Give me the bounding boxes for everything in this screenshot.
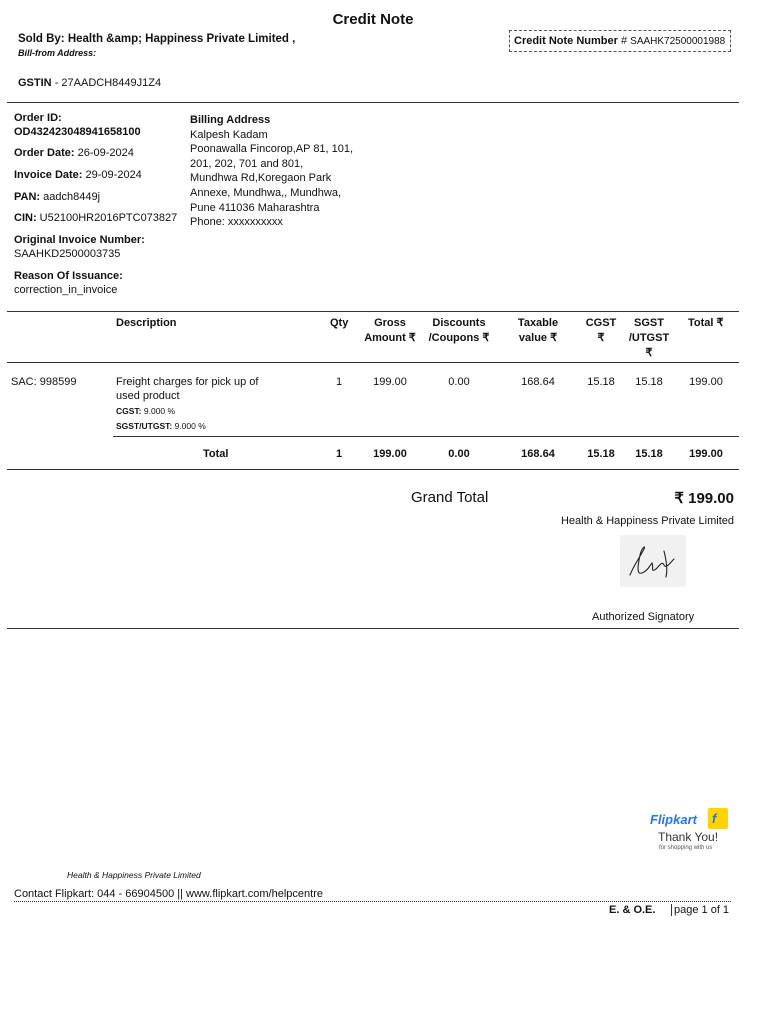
row-description-line: Freight charges for pick up of — [116, 376, 259, 388]
totals-total: 199.00 — [689, 448, 723, 460]
bill-from-label: Bill-from Address: — [18, 48, 97, 58]
row-description-line: used product — [116, 390, 180, 402]
credit-note-hash: # — [620, 35, 628, 47]
cin-value: U52100HR2016PTC073827 — [39, 212, 178, 224]
cin — [14, 211, 177, 225]
eoe-note: E. & O.E. — [609, 904, 656, 916]
totals-discount: 0.00 — [448, 448, 470, 460]
totals-sgst: 15.18 — [635, 448, 663, 460]
header-sgst-line: SGST — [634, 317, 664, 329]
row-gross: 199.00 — [373, 376, 407, 388]
order-id-value: OD432423048941658100 — [14, 126, 141, 138]
flipkart-bag-glyph: f — [712, 811, 717, 826]
invoice-date-value: 29-09-2024 — [85, 169, 142, 181]
order-date — [14, 146, 134, 160]
billing-label: Billing Address — [190, 114, 271, 126]
page-number: page 1 of 1 — [671, 904, 729, 916]
table-bottom-border — [7, 469, 739, 470]
table-header-border — [7, 362, 739, 363]
invoice-date-label: Invoice Date: — [14, 169, 83, 181]
header-divider — [7, 102, 739, 103]
row-taxable: 168.64 — [521, 376, 555, 388]
totals-qty: 1 — [335, 448, 343, 460]
header-cgst-line: ₹ — [597, 332, 605, 344]
billing-line: Pune 411036 Maharashtra — [190, 201, 320, 214]
credit-note-number-box — [509, 30, 731, 52]
signing-company: Health & Happiness Private Limited — [560, 515, 734, 527]
totals-cgst: 15.18 — [587, 448, 615, 460]
grand-total-value: ₹ 199.00 — [674, 490, 734, 507]
pan-value: aadch8449j — [43, 191, 101, 203]
header-gross — [360, 316, 420, 346]
invoice-date — [14, 168, 142, 182]
header-sgst — [624, 316, 674, 361]
row-sgst-rate — [116, 419, 316, 433]
page-title: Credit Note — [332, 11, 414, 28]
row-sgst: 15.18 — [635, 376, 663, 388]
reason-label: Reason Of Issuance: — [14, 270, 123, 282]
cin-label: CIN: — [14, 212, 37, 224]
totals-top-border — [113, 436, 739, 437]
row-cgst: 15.18 — [587, 376, 615, 388]
summary-divider — [7, 628, 739, 629]
header-sgst-line: /UTGST — [628, 332, 670, 344]
row-total: 199.00 — [689, 376, 723, 388]
header-description: Description — [116, 317, 177, 329]
billing-line: Poonawalla Fincorop,AP 81, 101, — [190, 143, 354, 156]
header-total: Total ₹ — [688, 317, 724, 329]
row-description — [116, 375, 316, 433]
flipkart-logo-text: Flipkart — [650, 812, 697, 827]
header-gross-line: Amount ₹ — [364, 332, 416, 344]
row-cgst-rate-label: CGST: — [116, 406, 142, 416]
order-date-label: Order Date: — [14, 147, 75, 159]
header-sgst-line: ₹ — [645, 347, 653, 359]
grand-total-label: Grand Total — [411, 489, 489, 506]
row-cgst-rate — [116, 404, 316, 418]
sold-by: Sold By: Health &amp; Happiness Private Limited , — [18, 33, 296, 45]
row-sgst-rate-value: 9.000 % — [174, 421, 206, 431]
authorized-signatory: Authorized Signatory — [592, 611, 695, 623]
pan-label: PAN: — [14, 191, 41, 203]
row-sgst-rate-label: SGST/UTGST: — [116, 421, 173, 431]
credit-note-number: SAAHK72500001988 — [630, 36, 726, 47]
order-id — [14, 111, 141, 139]
original-invoice — [14, 233, 145, 261]
header-taxable-line: Taxable — [517, 317, 559, 329]
flipkart-bag-icon — [708, 808, 728, 829]
billing-line: Annexe, Mundhwa,, Mundhwa, — [190, 186, 342, 199]
header-taxable — [508, 316, 568, 346]
signature-icon — [620, 535, 686, 587]
footer-company: Health & Happiness Private Limited — [67, 870, 201, 880]
thank-you-sub: for shopping with us — [659, 845, 713, 851]
reason-value: correction_in_invoice — [14, 284, 118, 296]
order-date-value: 26-09-2024 — [77, 147, 134, 159]
table-top-border — [7, 311, 739, 312]
header-discounts — [426, 316, 492, 346]
header-discounts-line: Discounts — [432, 317, 486, 329]
contact-info: Contact Flipkart: 044 - 66904500 || www.flipkart.com/helpcentre — [14, 888, 731, 902]
header-cgst — [580, 316, 622, 346]
header-taxable-line: value ₹ — [518, 332, 558, 344]
order-id-label: Order ID: — [14, 112, 62, 124]
original-invoice-value: SAAHKD2500003735 — [14, 248, 121, 260]
row-discount: 0.00 — [448, 376, 470, 388]
billing-name: Kalpesh Kadam — [190, 128, 268, 141]
billing-line: 201, 202, 701 and 801, — [190, 157, 304, 170]
original-invoice-label: Original Invoice Number: — [14, 234, 145, 246]
header-gross-line: Gross — [374, 317, 406, 329]
billing-phone: Phone: xxxxxxxxxx — [190, 216, 283, 229]
totals-taxable: 168.64 — [521, 448, 555, 460]
header-cgst-line: CGST — [585, 317, 617, 329]
row-sac: SAC: 998599 — [11, 376, 77, 388]
header-qty: Qty — [330, 317, 349, 329]
row-qty: 1 — [335, 376, 343, 388]
credit-note-label: Credit Note Number — [514, 35, 618, 47]
reason — [14, 269, 123, 297]
gstin-value: - 27AADCH8449J1Z4 — [54, 77, 162, 89]
billing-address — [190, 113, 370, 230]
gstin-label: GSTIN — [18, 77, 52, 89]
thank-you: Thank You! — [658, 830, 719, 844]
billing-line: Mundhwa Rd,Koregaon Park — [190, 172, 332, 185]
totals-label: Total — [203, 448, 229, 460]
gstin — [18, 77, 161, 89]
pan — [14, 190, 100, 204]
row-cgst-rate-value: 9.000 % — [143, 406, 176, 416]
header-discounts-line: /Coupons ₹ — [428, 332, 490, 344]
totals-gross: 199.00 — [373, 448, 407, 460]
signature-image — [620, 535, 686, 587]
